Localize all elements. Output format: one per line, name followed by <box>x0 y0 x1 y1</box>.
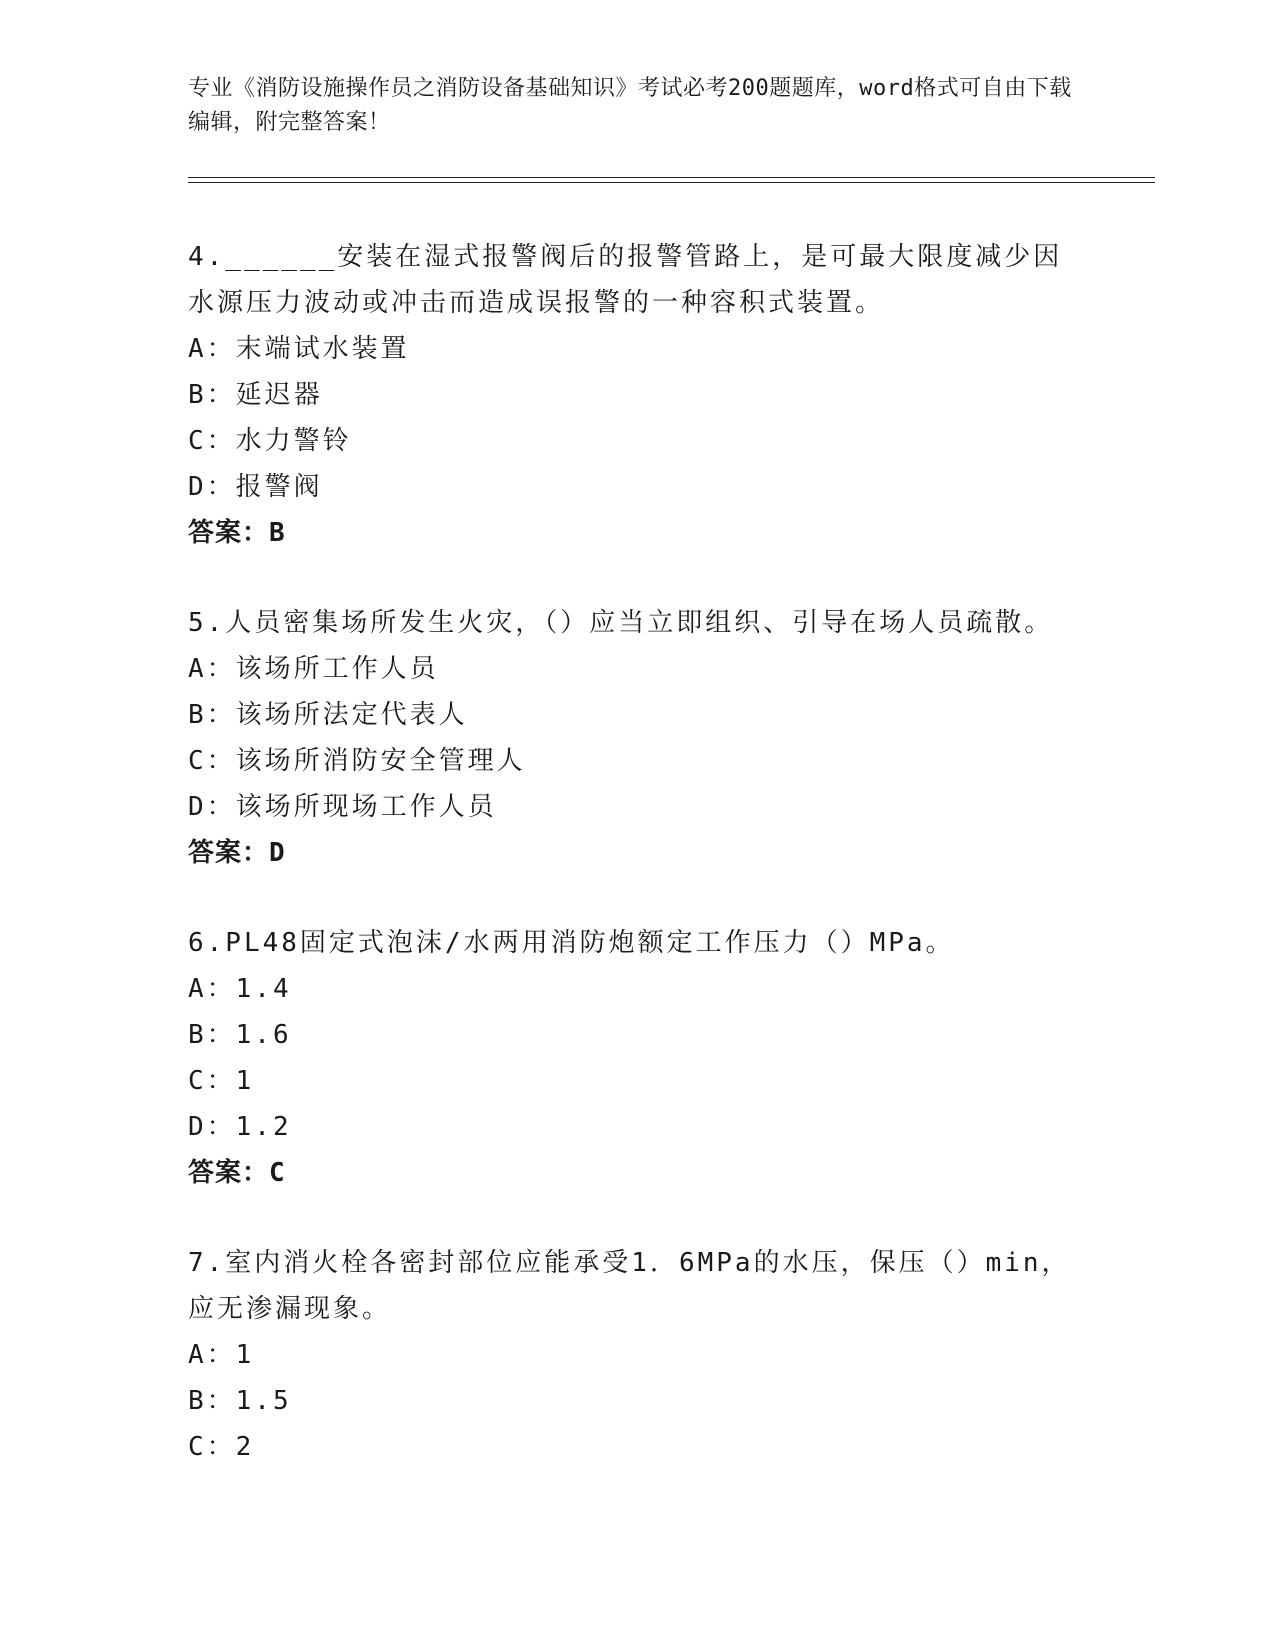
answer: 答案：D <box>188 838 286 868</box>
question-stem: 6.PL48固定式泡沫/水两用消防炮额定工作压力（）MPa。 <box>188 928 955 958</box>
option-a: A：末端试水装置 <box>188 334 410 364</box>
answer: 答案：C <box>188 1158 286 1188</box>
option-c: C：1 <box>188 1066 255 1096</box>
question-stem: 4.______安装在湿式报警阀后的报警管路上，是可最大限度减少因水源压力波动或冲击而造成误报警的一种容积式装置。 <box>188 242 1063 318</box>
document-header: 专业《消防设施操作员之消防设备基础知识》考试必考200题题库，word格式可自由下载编辑，附完整答案！ <box>188 76 1072 135</box>
question-stem: 7.室内消火栓各密封部位应能承受1．6MPa的水压，保压（）min，应无渗漏现象。 <box>188 1248 1071 1324</box>
header-divider-top <box>188 177 1155 178</box>
header-divider-bottom <box>188 182 1155 183</box>
option-c: C：该场所消防安全管理人 <box>188 746 526 776</box>
question-7 <box>188 1240 1088 1470</box>
question-4 <box>188 234 1088 556</box>
option-a: A：该场所工作人员 <box>188 654 439 684</box>
question-5 <box>188 600 1088 876</box>
option-a: A：1 <box>188 1340 255 1370</box>
option-c: C：水力警铃 <box>188 426 352 456</box>
option-c: C：2 <box>188 1432 255 1462</box>
option-a: A：1.4 <box>188 974 292 1004</box>
option-b: B：延迟器 <box>188 380 323 410</box>
question-stem: 5.人员密集场所发生火灾，（）应当立即组织、引导在场人员疏散。 <box>188 608 1054 638</box>
answer: 答案：B <box>188 518 286 548</box>
option-d: D：1.2 <box>188 1112 292 1142</box>
question-6 <box>188 920 1088 1196</box>
option-b: B：1.6 <box>188 1020 292 1050</box>
option-b: B：该场所法定代表人 <box>188 700 468 730</box>
option-d: D：报警阀 <box>188 472 323 502</box>
option-b: B：1.5 <box>188 1386 292 1416</box>
option-d: D：该场所现场工作人员 <box>188 792 497 822</box>
